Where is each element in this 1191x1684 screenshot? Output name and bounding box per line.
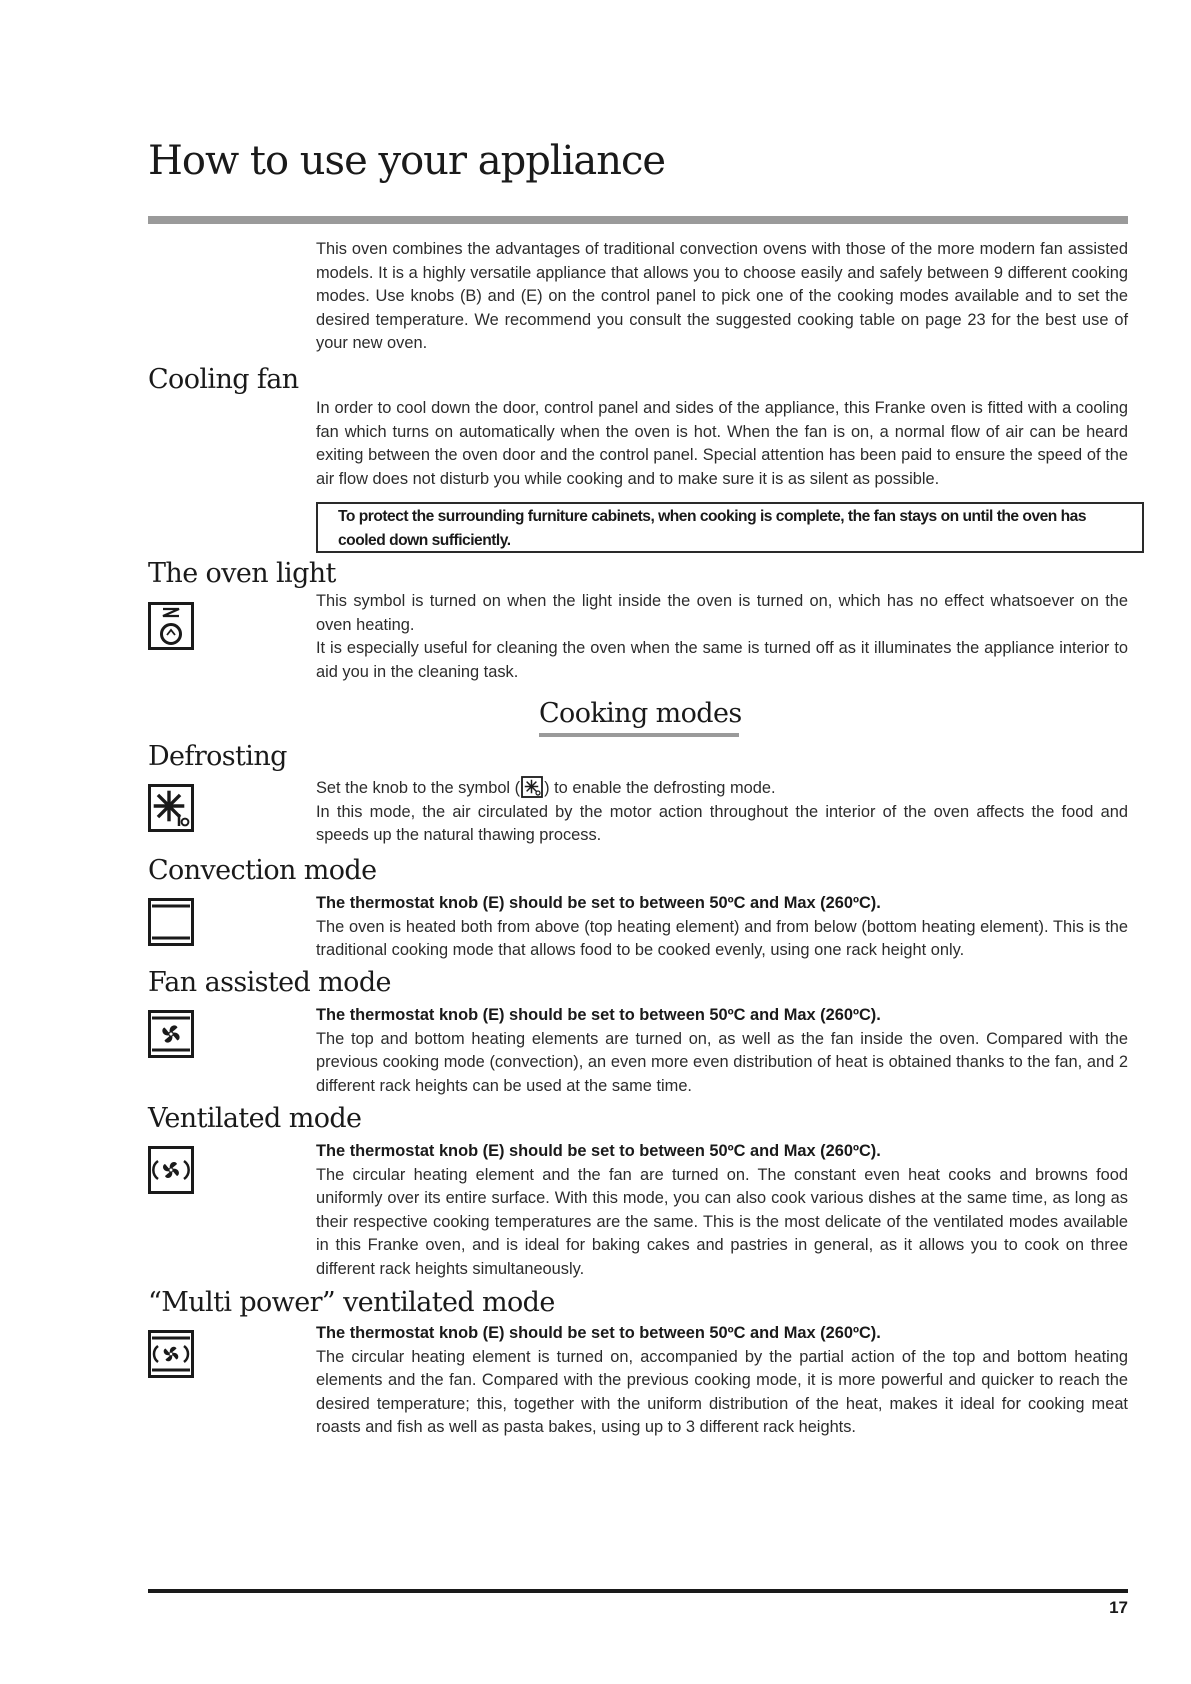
convection-heading: Convection mode [148,855,377,886]
defrosting-heading: Defrosting [148,741,287,772]
title-rule [148,216,1128,224]
multi-power-ventilated-icon [148,1330,194,1378]
oven-light-icon [148,602,194,650]
ventilated-icon [148,1146,194,1194]
defrost-inline-icon [521,776,543,798]
ventilated-text: The thermostat knob (E) should be set to between 50ºC and Max (260ºC). The circular heating element and the fan are turned on. The constant even heat cooks and browns food uniformly over its entire surface. With this mode, you can also cook various dishes at the same time, as long as their respective cooking temperatures are the same. This is the most delicate of the ventilated modes available in this Franke oven, and is ideal for baking cakes and pastries in general, as it allows you to cook on three different rack heights simultaneously. [316,1142,1128,1278]
oven-light-heading: The oven light [148,558,336,589]
multi-power-heading: “Multi power” ventilated mode [148,1287,555,1318]
page-number: 17 [1109,1598,1128,1617]
cooking-modes-underline [539,733,739,737]
cooling-fan-heading: Cooling fan [148,364,299,395]
cooling-fan-note: To protect the surrounding furniture cabinets, when cooking is complete, the fan stays on until the oven has cooled down sufficiently. [316,502,1144,553]
cooling-fan-text: In order to cool down the door, control panel and sides of the appliance, this Franke oven is fitted with a cooling fan which turns on automatically when the oven is hot. When the fan is on, a normal flow of air can be heard exiting between the oven door and the control panel. Special attention has been paid to ensure the speed of the air flow does not disturb you while cooking and to make sure it is as silent as possible. [316,399,1128,488]
page-title: How to use your appliance [148,138,666,184]
ventilated-heading: Ventilated mode [148,1103,362,1134]
intro-paragraph: This oven combines the advantages of traditional convection ovens with those of the more modern fan assisted models. It is a highly versatile appliance that allows you to choose easily and safely between 9 different cooking modes. Use knobs (B) and (E) on the control panel to pick one of the cooking modes available and to set the desired temperature. We recommend you consult the suggested cooking table on page 23 for the best use of your new oven. [316,240,1128,353]
cooking-modes-title: Cooking modes [539,698,742,729]
convection-text: The thermostat knob (E) should be set to between 50ºC and Max (260ºC). The oven is heated both from above (top heating element) and from below (bottom heating element). This is the traditional cooking mode that allows food to be cooked evenly, using one rack height only. [316,894,1128,960]
convection-icon [148,898,194,946]
oven-light-text: This symbol is turned on when the light inside the oven is turned on, which has no effect whatsoever on the oven heating. It is especially useful for cleaning the oven when the same is turned off as it illuminates the appliance interior to aid you in the cleaning task. [316,592,1128,681]
multi-power-text: The thermostat knob (E) should be set to between 50ºC and Max (260ºC). The circular heating element is turned on, accompanied by the partial action of the top and bottom heating elements and the fan. Compared with the previous cooking mode, it is more powerful and quicker to reach the desired temperature; this, together with the uniform distribution of the heat, makes it ideal for cooking meat roasts and fish as well as pasta bakes, using up to 3 different rack heights. [316,1324,1128,1437]
fan-assisted-icon [148,1010,194,1058]
defrost-icon [148,784,194,832]
defrosting-text: Set the knob to the symbol ( ) to enable the defrosting mode. In this mode, the air circulated by the motor action throughout the interior of the oven affects the food and speeds up the natural thawing process. [316,776,1128,848]
fan-assisted-text: The thermostat knob (E) should be set to between 50ºC and Max (260ºC). The top and bottom heating elements are turned on, as well as the fan inside the oven. Compared with the previous cooking mode (convection), an even more even distribution of heat is obtained thanks to the fan, and 2 different rack heights can be used at the same time. [316,1006,1128,1095]
fan-assisted-heading: Fan assisted mode [148,967,391,998]
footer-rule [148,1589,1128,1593]
